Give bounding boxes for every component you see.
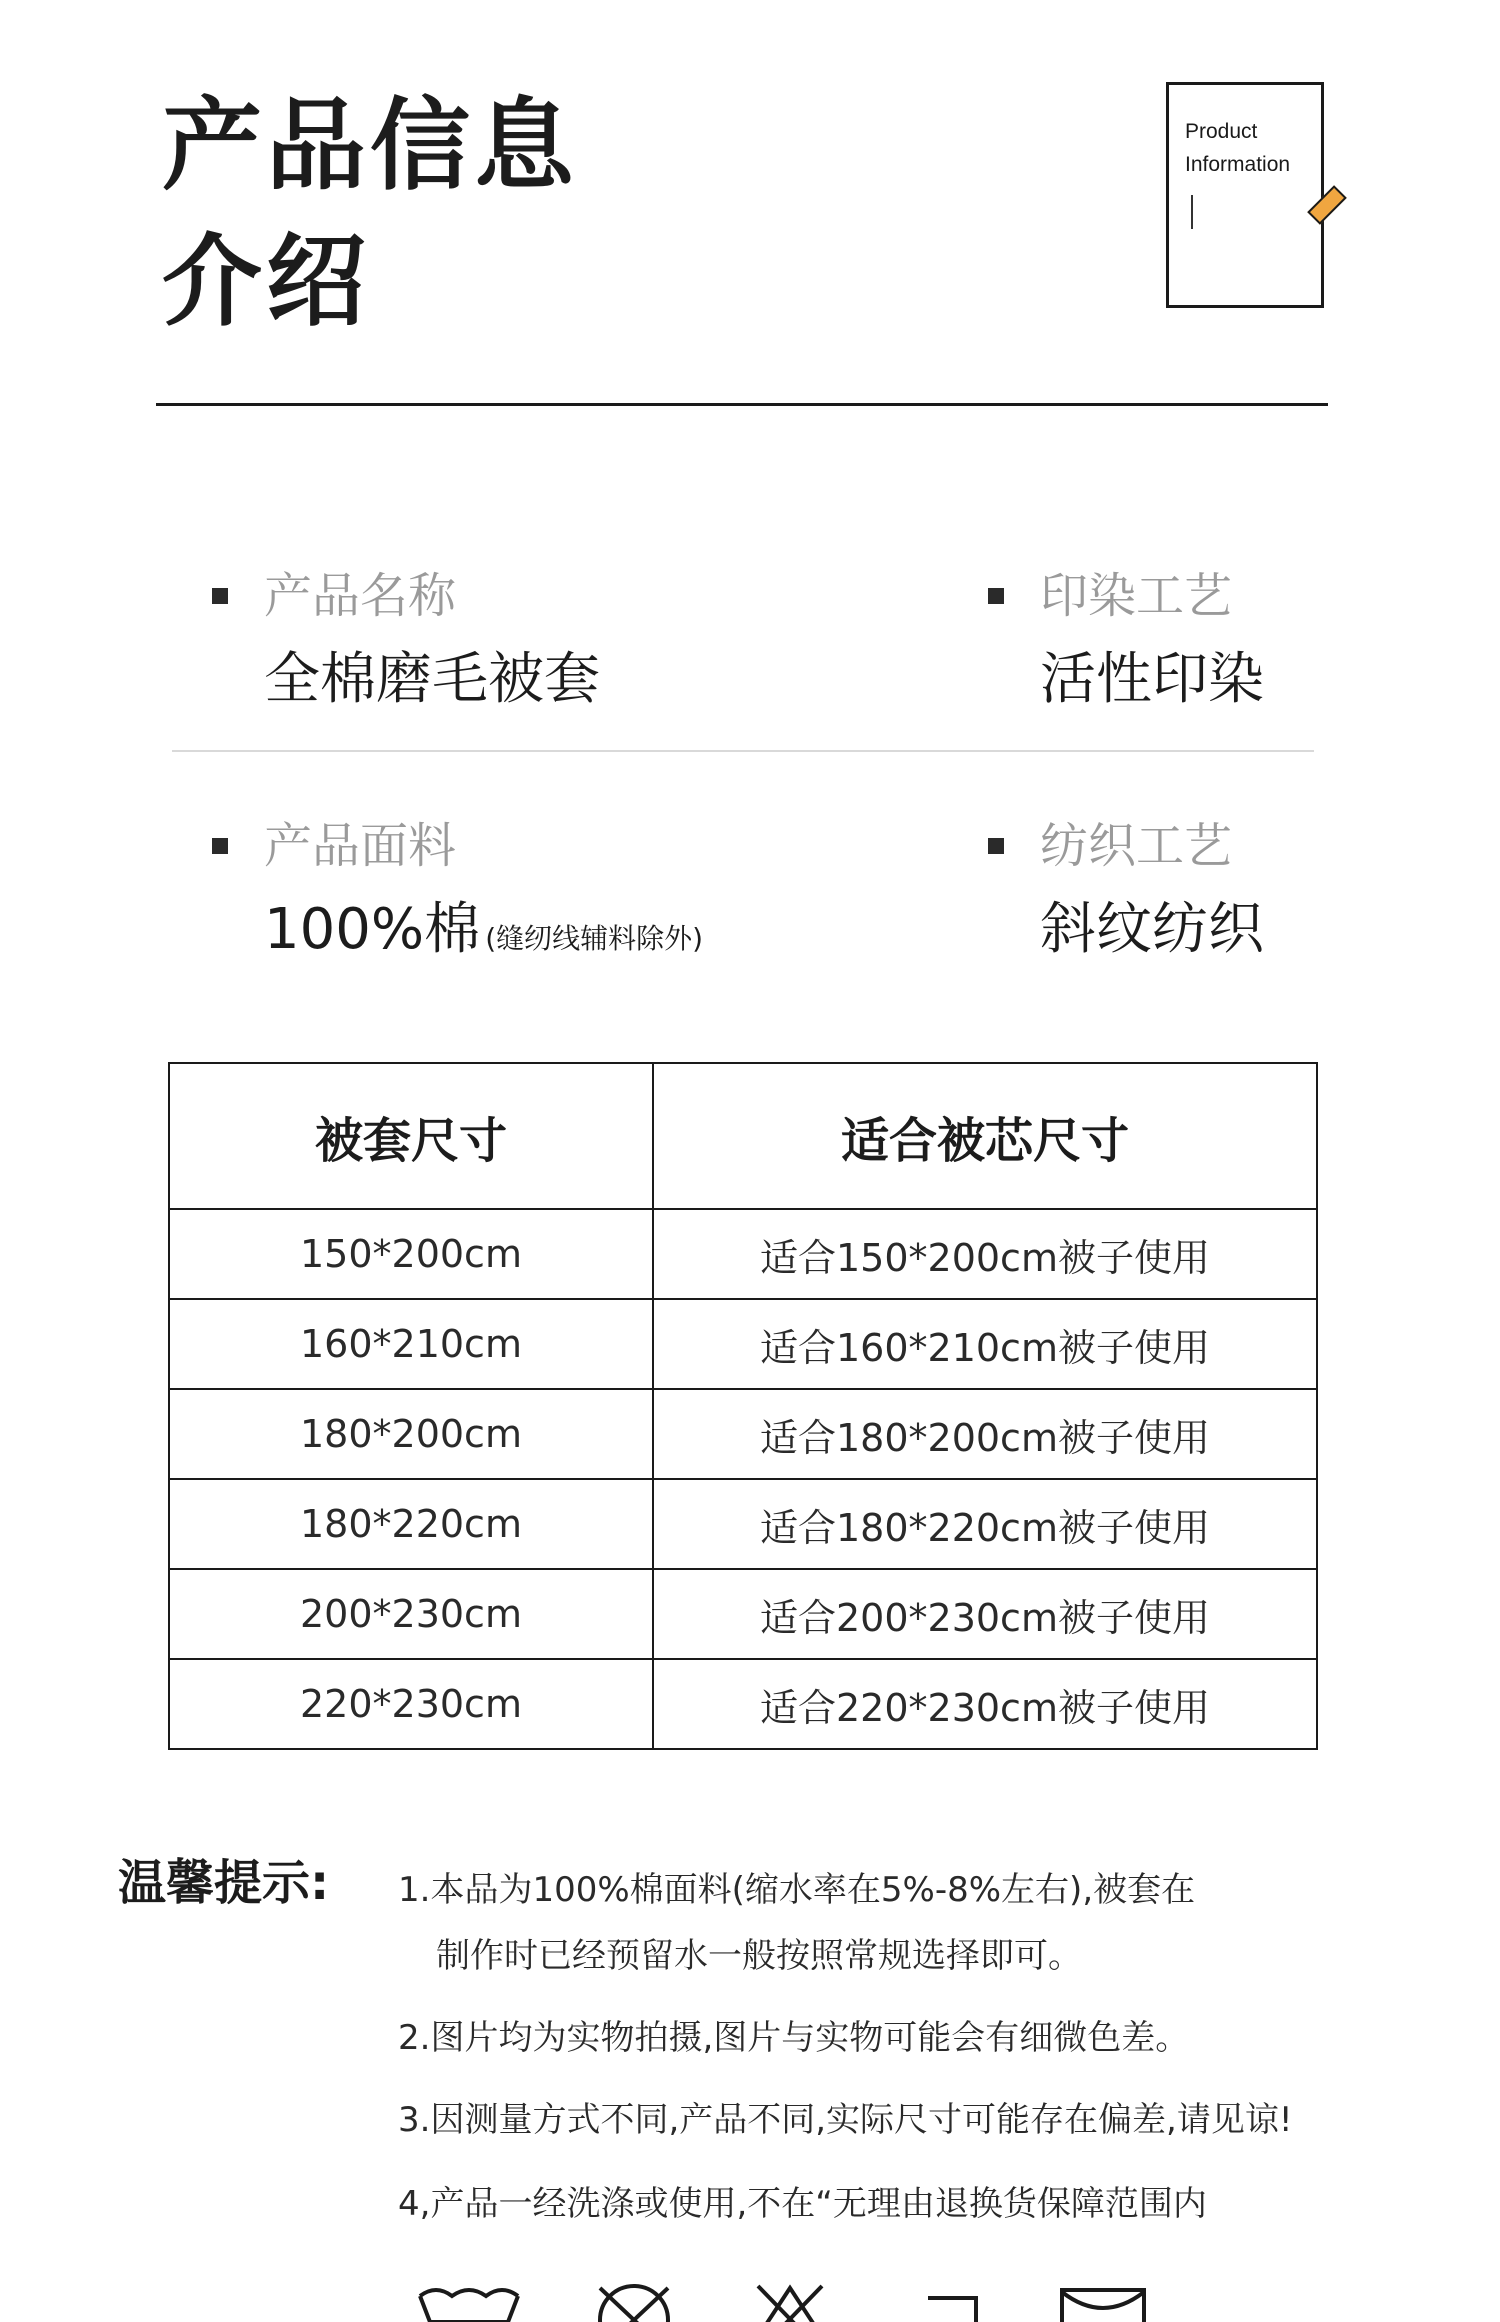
table-cell-fit-size: 适合150*200cm被子使用 — [653, 1209, 1317, 1299]
iron-icon — [920, 2262, 1010, 2322]
product-information-badge — [1166, 82, 1324, 308]
table-header-cover-size: 被套尺寸 — [169, 1063, 653, 1209]
table-cell-fit-size: 适合220*230cm被子使用 — [653, 1659, 1317, 1749]
table-cell-fit-size: 适合160*210cm被子使用 — [653, 1299, 1317, 1389]
page-title-line-2: 介绍 — [162, 223, 370, 340]
table-cell-cover-size: 160*210cm — [169, 1299, 653, 1389]
info-value-weaving: 斜纹纺织 — [1040, 897, 1264, 962]
tip-4: 4,产品一经洗涤或使用,不在“无理由退换货保障范围内 — [398, 2184, 1207, 2224]
table-cell-cover-size: 180*200cm — [169, 1389, 653, 1479]
bullet-icon — [988, 588, 1004, 604]
table-cell-cover-size: 220*230cm — [169, 1659, 653, 1749]
info-value-product-name: 全棉磨毛被套 — [264, 647, 600, 712]
size-table — [168, 1062, 1318, 1750]
badge-line-2: Information — [1185, 153, 1291, 176]
table-row — [169, 1299, 1317, 1389]
no-tumble-dry-icon — [740, 2262, 840, 2322]
table-row — [169, 1659, 1317, 1749]
tip-3: 3.因测量方式不同,产品不同,实际尺寸可能存在偏差,请见谅! — [398, 2100, 1293, 2140]
table-row — [169, 1479, 1317, 1569]
info-label-product-name: 产品名称 — [264, 568, 457, 624]
text-cursor-icon — [1191, 195, 1193, 229]
header-divider — [156, 403, 1328, 406]
bullet-icon — [212, 588, 228, 604]
table-cell-cover-size: 200*230cm — [169, 1569, 653, 1659]
bullet-icon — [988, 838, 1004, 854]
badge-text — [1185, 115, 1290, 181]
bullet-icon — [212, 838, 228, 854]
info-value-fabric-row — [264, 897, 704, 962]
table-row — [169, 1389, 1317, 1479]
info-divider — [172, 750, 1314, 752]
table-cell-fit-size: 适合200*230cm被子使用 — [653, 1569, 1317, 1659]
table-header-row — [169, 1063, 1317, 1209]
info-label-fabric: 产品面料 — [264, 818, 457, 874]
tip-1-continued: 制作时已经预留水一般按照常规选择即可。 — [436, 1936, 1082, 1976]
tip-1: 1.本品为100%棉面料(缩水率在5%-8%左右),被套在 — [398, 1870, 1196, 1910]
no-bleach-icon — [586, 2262, 682, 2322]
page-title-line-1: 产品信息 — [162, 87, 578, 204]
wash-30-icon — [414, 2262, 524, 2322]
info-label-weaving: 纺织工艺 — [1040, 818, 1233, 874]
tip-2: 2.图片均为实物拍摄,图片与实物可能会有细微色差。 — [398, 2018, 1190, 2058]
table-cell-fit-size: 适合180*200cm被子使用 — [653, 1389, 1317, 1479]
table-cell-cover-size: 150*200cm — [169, 1209, 653, 1299]
table-row — [169, 1569, 1317, 1659]
table-header-fit-size: 适合被芯尺寸 — [653, 1063, 1317, 1209]
tips-title: 温馨提示: — [118, 1855, 330, 1911]
info-note-fabric: (缝纫线辅料除外) — [485, 922, 704, 955]
badge-line-1: Product — [1185, 120, 1258, 143]
info-value-fabric: 100%棉 — [264, 897, 481, 962]
info-value-printing: 活性印染 — [1040, 647, 1264, 712]
dry-flat-icon — [1058, 2262, 1148, 2322]
table-cell-cover-size: 180*220cm — [169, 1479, 653, 1569]
table-cell-fit-size: 适合180*220cm被子使用 — [653, 1479, 1317, 1569]
table-row — [169, 1209, 1317, 1299]
info-label-printing: 印染工艺 — [1040, 568, 1233, 624]
